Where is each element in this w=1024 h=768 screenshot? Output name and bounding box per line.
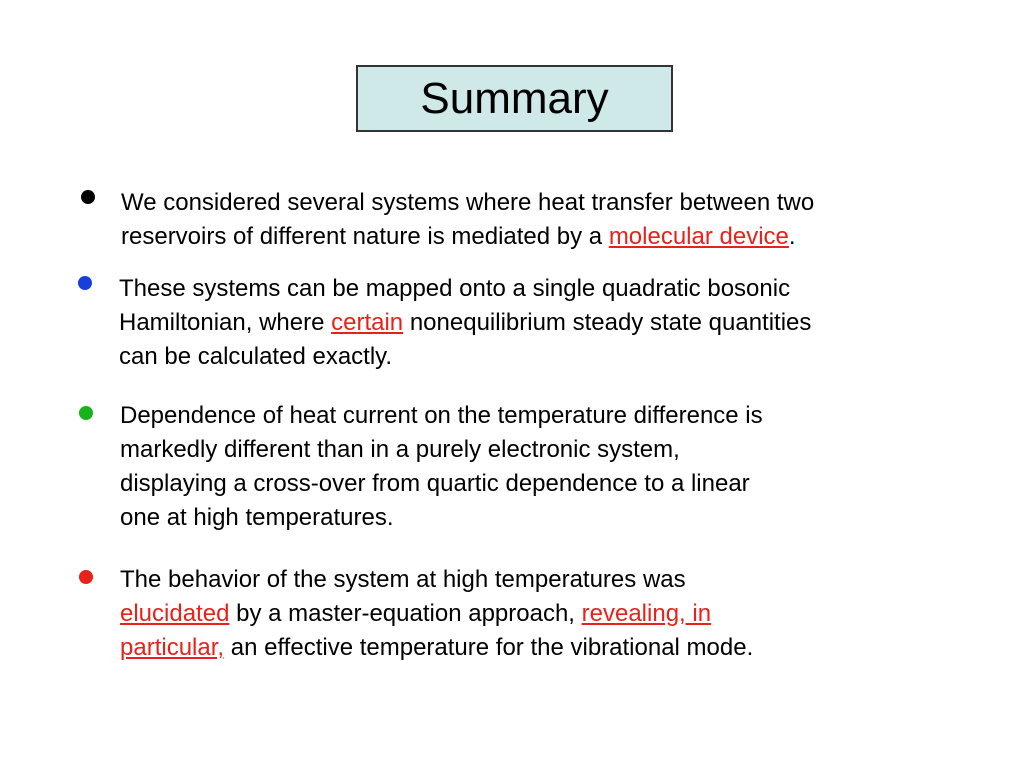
bullet-dot-blue	[78, 276, 92, 290]
text-line: These systems can be mapped onto a single quadratic bosonic	[119, 275, 791, 302]
bullet-dot-black	[81, 190, 95, 204]
bullet-text-4	[120, 563, 753, 665]
bullet-text-3	[120, 399, 763, 535]
text-line: We considered several systems where heat transfer between two	[121, 189, 815, 216]
bullet-text-1	[121, 186, 814, 254]
text-line: elucidated by a master-equation approach, revealing, in	[120, 600, 712, 627]
bullet-text-2	[119, 272, 811, 374]
text-line: Dependence of heat current on the temperature difference is	[120, 402, 763, 429]
slide-title: Summary	[420, 73, 609, 123]
highlight-particular: particular,	[120, 634, 225, 661]
text-line: Hamiltonian, where certain nonequilibrium steady state quantities	[119, 309, 812, 336]
text-line: reservoirs of different nature is mediated by a molecular device.	[121, 223, 796, 250]
text-line: markedly different than in a purely electronic system,	[120, 436, 680, 463]
text-line: particular, an effective temperature for the vibrational mode.	[120, 634, 754, 661]
highlight-molecular-device: molecular device	[608, 223, 789, 250]
text-line: displaying a cross-over from quartic dependence to a linear	[120, 470, 750, 497]
highlight-elucidated: elucidated	[120, 600, 230, 627]
text-line: can be calculated exactly.	[119, 343, 393, 370]
bullet-dot-red	[79, 570, 93, 584]
highlight-revealing-in: revealing, in	[581, 600, 712, 627]
bullet-dot-green	[79, 406, 93, 420]
text-line: one at high temperatures.	[120, 504, 394, 531]
text-line: The behavior of the system at high temperatures was	[120, 566, 686, 593]
slide-title-box	[356, 65, 673, 132]
highlight-certain: certain	[331, 309, 404, 336]
